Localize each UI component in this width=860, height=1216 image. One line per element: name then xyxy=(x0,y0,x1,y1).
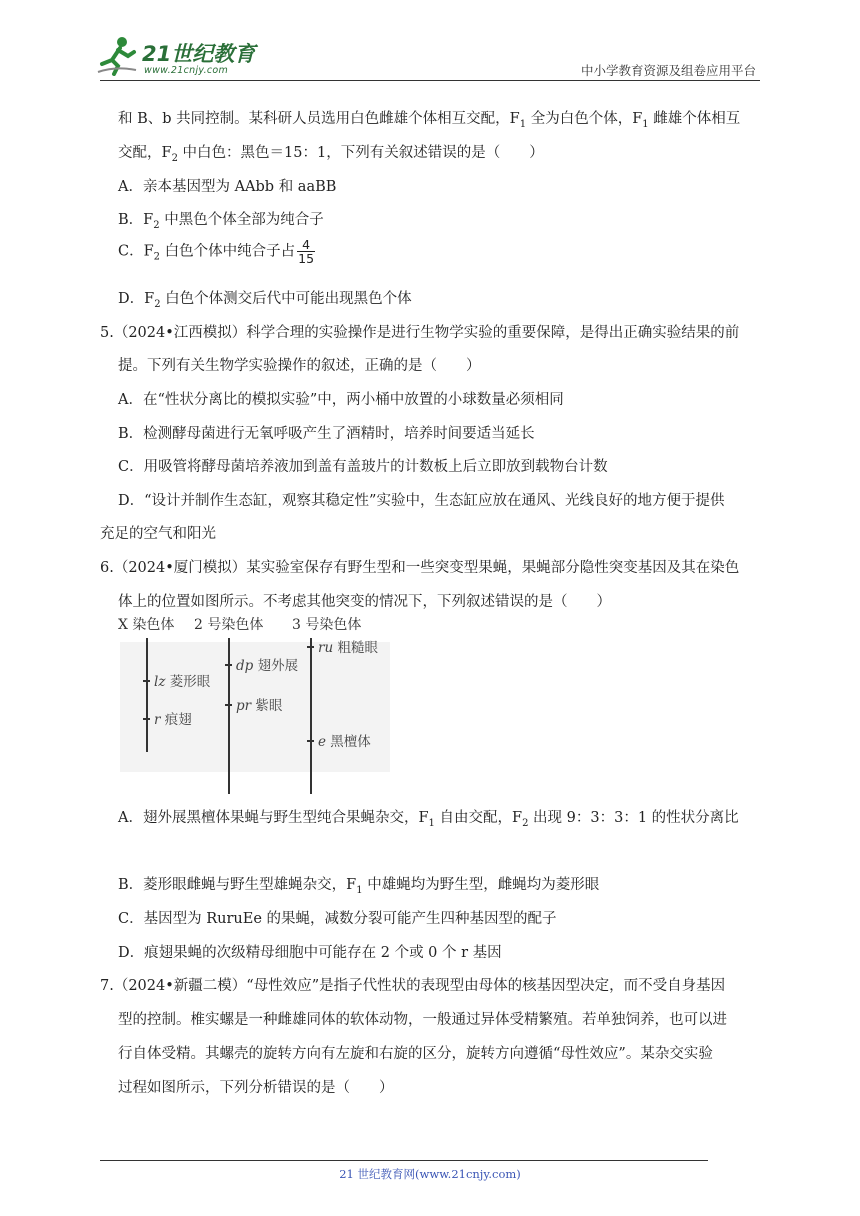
q6-stem-1: 6.（2024•厦门模拟）某实验室保存有野生型和一些突变型果蝇，果蝇部分隐性突变基因及其在染色 xyxy=(100,560,740,576)
gene-tick-e xyxy=(307,740,314,742)
q6-option-d: D．痕翅果蝇的次级精母细胞中可能存在 2 个或 0 个 r 基因 xyxy=(118,945,502,961)
q4-option-c: C．$F_2$ 白色个体中纯合子占 $\frac{4}{15}$ xyxy=(118,237,315,267)
gene-r: r 痕翅 xyxy=(154,712,192,728)
chromosome-diagram xyxy=(118,614,398,796)
gene-tick-dp xyxy=(225,664,232,666)
gene-tick-lz xyxy=(143,680,150,682)
q4-option-b: B．$F_2$ 中黑色个体全部为纯合子 xyxy=(118,212,324,231)
chromosome-2-bar xyxy=(228,638,230,794)
header-chromosome-2: 2 号染色体 xyxy=(194,617,264,633)
footer-text: 21 世纪教育网(www.21cnjy.com) xyxy=(339,1167,521,1181)
q5-stem-2: 提。下列有关生物学实验操作的叙述，正确的是（ ） xyxy=(118,358,481,374)
q5-option-a: A．在“性状分离比的模拟实验”中，两小桶中放置的小球数量必须相同 xyxy=(118,392,564,408)
logo-text: 21世纪教育 xyxy=(142,42,256,66)
q6-option-b: B．菱形眼雌蝇与野生型雄蝇杂交，$F_1$ 中雄蝇均为野生型，雌蝇均为菱形眼 xyxy=(118,877,600,896)
q5-option-d-2: 充足的空气和阳光 xyxy=(100,526,216,542)
gene-dp: dp 翅外展 xyxy=(236,658,299,674)
gene-pr: pr 紫眼 xyxy=(236,698,283,714)
q4-line-2: 交配，$F_2$ 中白色：黑色＝15：1，下列有关叙述错误的是（ ） xyxy=(118,145,544,164)
site-logo xyxy=(96,36,266,80)
platform-title: 中小学教育资源及组卷应用平台 xyxy=(580,63,756,78)
q5-option-c: C．用吸管将酵母菌培养液加到盖有盖玻片的计数板上后立即放到载物台计数 xyxy=(118,459,608,475)
x-chromosome-bar xyxy=(146,638,148,752)
gene-tick-r xyxy=(143,718,150,720)
q5-stem-1: 5.（2024•江西模拟）科学合理的实验操作是进行生物学实验的重要保障，是得出正确实验结果的前 xyxy=(100,325,740,341)
q4-line-1: 和 B、b 共同控制。某科研人员选用白色雌雄个体相互交配，$F_1$ 全为白色个体，$F_1$ 雌雄个体相互 xyxy=(118,111,741,130)
chromosome-3-bar xyxy=(310,638,312,794)
q4-option-d: D．$F_2$ 白色个体测交后代中可能出现黑色个体 xyxy=(118,291,412,310)
q7-stem-3: 行自体受精。其螺壳的旋转方向有左旋和右旋的区分，旋转方向遵循“母性效应”。某杂交实验 xyxy=(118,1046,713,1062)
logo-url: www.21cnjy.com xyxy=(144,65,229,76)
header-x-chromosome: X 染色体 xyxy=(118,617,175,633)
q6-option-a: A．翅外展黑檀体果蝇与野生型纯合果蝇杂交，$F_1$ 自由交配，$F_2$ 出现 9：3：3：1 的性状分离比 xyxy=(118,810,739,829)
header-chromosome-3: 3 号染色体 xyxy=(292,617,362,633)
runner-logo-icon xyxy=(96,36,138,76)
gene-e: e 黑檀体 xyxy=(318,734,371,750)
q7-stem-4: 过程如图所示，下列分析错误的是（ ） xyxy=(118,1080,394,1096)
q7-stem-1: 7.（2024•新疆二模）“母性效应”是指子代性状的表现型由母体的核基因型决定，而不受自身基因 xyxy=(100,978,726,994)
q6-option-c: C．基因型为 RuruEe 的果蝇，减数分裂可能产生四种基因型的配子 xyxy=(118,911,557,927)
fraction-4-15: $\frac{4}{15}$ xyxy=(298,237,315,267)
q4-option-a: A．亲本基因型为 AAbb 和 aaBB xyxy=(118,179,337,195)
gene-lz: lz 菱形眼 xyxy=(154,674,211,690)
q7-stem-2: 型的控制。椎实螺是一种雌雄同体的软体动物，一般通过异体受精繁殖。若单独饲养，也可以进 xyxy=(118,1012,727,1028)
header-rule xyxy=(100,80,760,81)
q5-option-d-1: D．“设计并制作生态缸，观察其稳定性”实验中，生态缸应放在通风、光线良好的地方便于提供 xyxy=(118,493,725,509)
gene-ru: ru 粗糙眼 xyxy=(318,640,378,656)
q6-stem-2: 体上的位置如图所示。不考虑其他突变的情况下，下列叙述错误的是（ ） xyxy=(118,594,611,610)
gene-tick-ru xyxy=(307,646,314,648)
gene-tick-pr xyxy=(225,704,232,706)
q5-option-b: B．检测酵母菌进行无氧呼吸产生了酒精时，培养时间要适当延长 xyxy=(118,426,535,442)
footer-rule xyxy=(100,1160,708,1161)
